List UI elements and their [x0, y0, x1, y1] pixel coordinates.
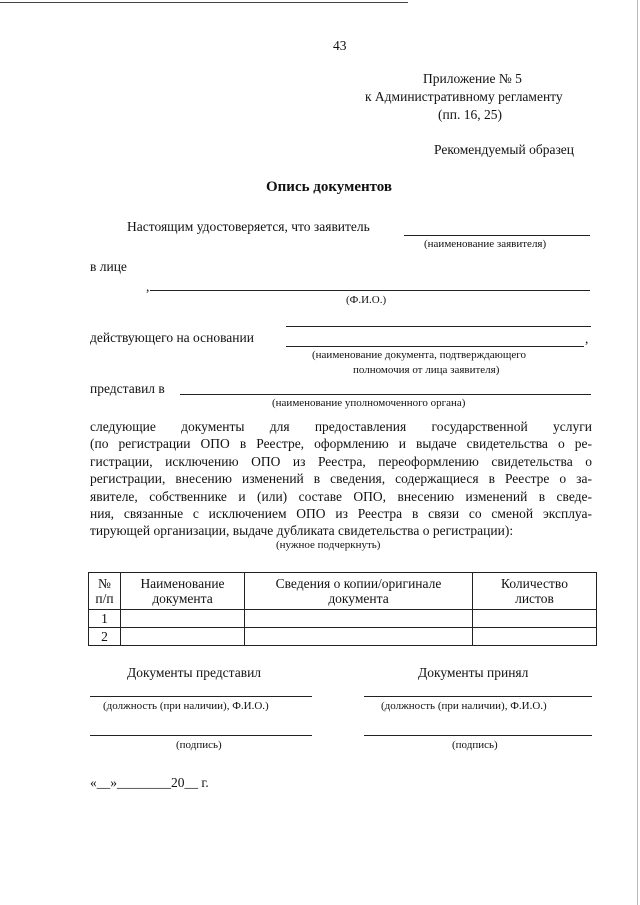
copy-info-cell[interactable] — [245, 628, 473, 646]
document-title: Опись документов — [266, 179, 393, 195]
authority-field[interactable] — [180, 394, 591, 395]
accepted-by-label: Документы принял — [418, 665, 529, 680]
page-edge — [637, 0, 638, 905]
acting-basis-label: действующего на основании — [90, 330, 254, 345]
applicant-field[interactable] — [404, 235, 590, 236]
submitted-to-label: представил в — [90, 381, 165, 396]
paragraph-line: (по регистрации ОПО в Реестре, оформлению и выдаче свидетельства о ре- — [90, 436, 592, 452]
services-paragraph — [90, 418, 592, 540]
sheet-count-cell[interactable] — [473, 610, 597, 628]
table-row — [89, 628, 597, 646]
paragraph-line: регистрации, внесению изменений в сведения, содержащиеся в Реестре о за- — [90, 471, 592, 487]
comma-mark: , — [146, 279, 150, 294]
submitted-by-label: Документы представил — [127, 665, 262, 680]
documents-table — [88, 572, 597, 646]
doc-name-cell[interactable] — [121, 628, 245, 646]
appendix-line-2: к Административному регламенту — [365, 89, 563, 104]
basis-caption-2: полномочия от лица заявителя) — [353, 364, 500, 376]
page-number: 43 — [333, 38, 347, 53]
sample-note: Рекомендуемый образец — [434, 142, 575, 157]
basis-field-line-2[interactable] — [286, 346, 584, 347]
header-copy-info: Сведения о копии/оригинале документа — [245, 573, 473, 610]
paragraph-line: явителе, собственнике и (или) составе ОПО, внесению изменений в сведе- — [90, 488, 592, 504]
applicant-caption: (наименование заявителя) — [424, 238, 547, 250]
basis-caption-1: (наименование документа, подтверждающего — [312, 349, 526, 361]
acceptor-signature-caption: (подпись) — [452, 739, 498, 751]
basis-field-line-1[interactable] — [286, 326, 591, 327]
underline-note: (нужное подчеркнуть) — [276, 539, 381, 551]
fio-field[interactable] — [150, 290, 590, 291]
sheet-count-cell[interactable] — [473, 628, 597, 646]
header-doc-name: Наименование документа — [121, 573, 245, 610]
paragraph-line: ния, связанные с исключением ОПО из Реестра в связи со сменой эксплуа- — [90, 506, 592, 522]
comma-mark-2: , — [585, 331, 589, 346]
submitter-signature-caption: (подпись) — [176, 739, 222, 751]
row-number-cell: 2 — [89, 628, 121, 646]
submitter-position-caption: (должность (при наличии), Ф.И.О.) — [103, 700, 269, 712]
doc-name-cell[interactable] — [121, 610, 245, 628]
header-sheet-count: Количество листов — [473, 573, 597, 610]
appendix-line-3: (пп. 16, 25) — [438, 107, 502, 122]
acceptor-position-caption: (должность (при наличии), Ф.И.О.) — [381, 700, 547, 712]
paragraph-line: гистрации, исключению ОПО из Реестра, переоформлению свидетельства о — [90, 453, 592, 469]
table-row — [89, 610, 597, 628]
header-number: № п/п — [89, 573, 121, 610]
certify-text: Настоящим удостоверяется, что заявитель — [127, 219, 370, 234]
date-line[interactable]: «__»________20__ г. — [90, 775, 209, 790]
table-header-row — [89, 573, 597, 610]
paragraph-line: следующие документы для предоставления государственной услуги — [90, 419, 592, 434]
top-rule — [0, 2, 408, 3]
acceptor-position-field[interactable] — [364, 696, 592, 697]
appendix-line-1: Приложение № 5 — [423, 71, 522, 86]
authority-caption: (наименование уполномоченного органа) — [272, 397, 466, 409]
fio-caption: (Ф.И.О.) — [346, 294, 387, 306]
submitter-signature-field[interactable] — [90, 735, 312, 736]
row-number-cell: 1 — [89, 610, 121, 628]
in-person-label: в лице — [90, 259, 127, 274]
paragraph-line: тирующей организации, выдаче дубликата свидетельства о регистрации): — [90, 523, 514, 539]
acceptor-signature-field[interactable] — [364, 735, 592, 736]
copy-info-cell[interactable] — [245, 610, 473, 628]
submitter-position-field[interactable] — [90, 696, 312, 697]
